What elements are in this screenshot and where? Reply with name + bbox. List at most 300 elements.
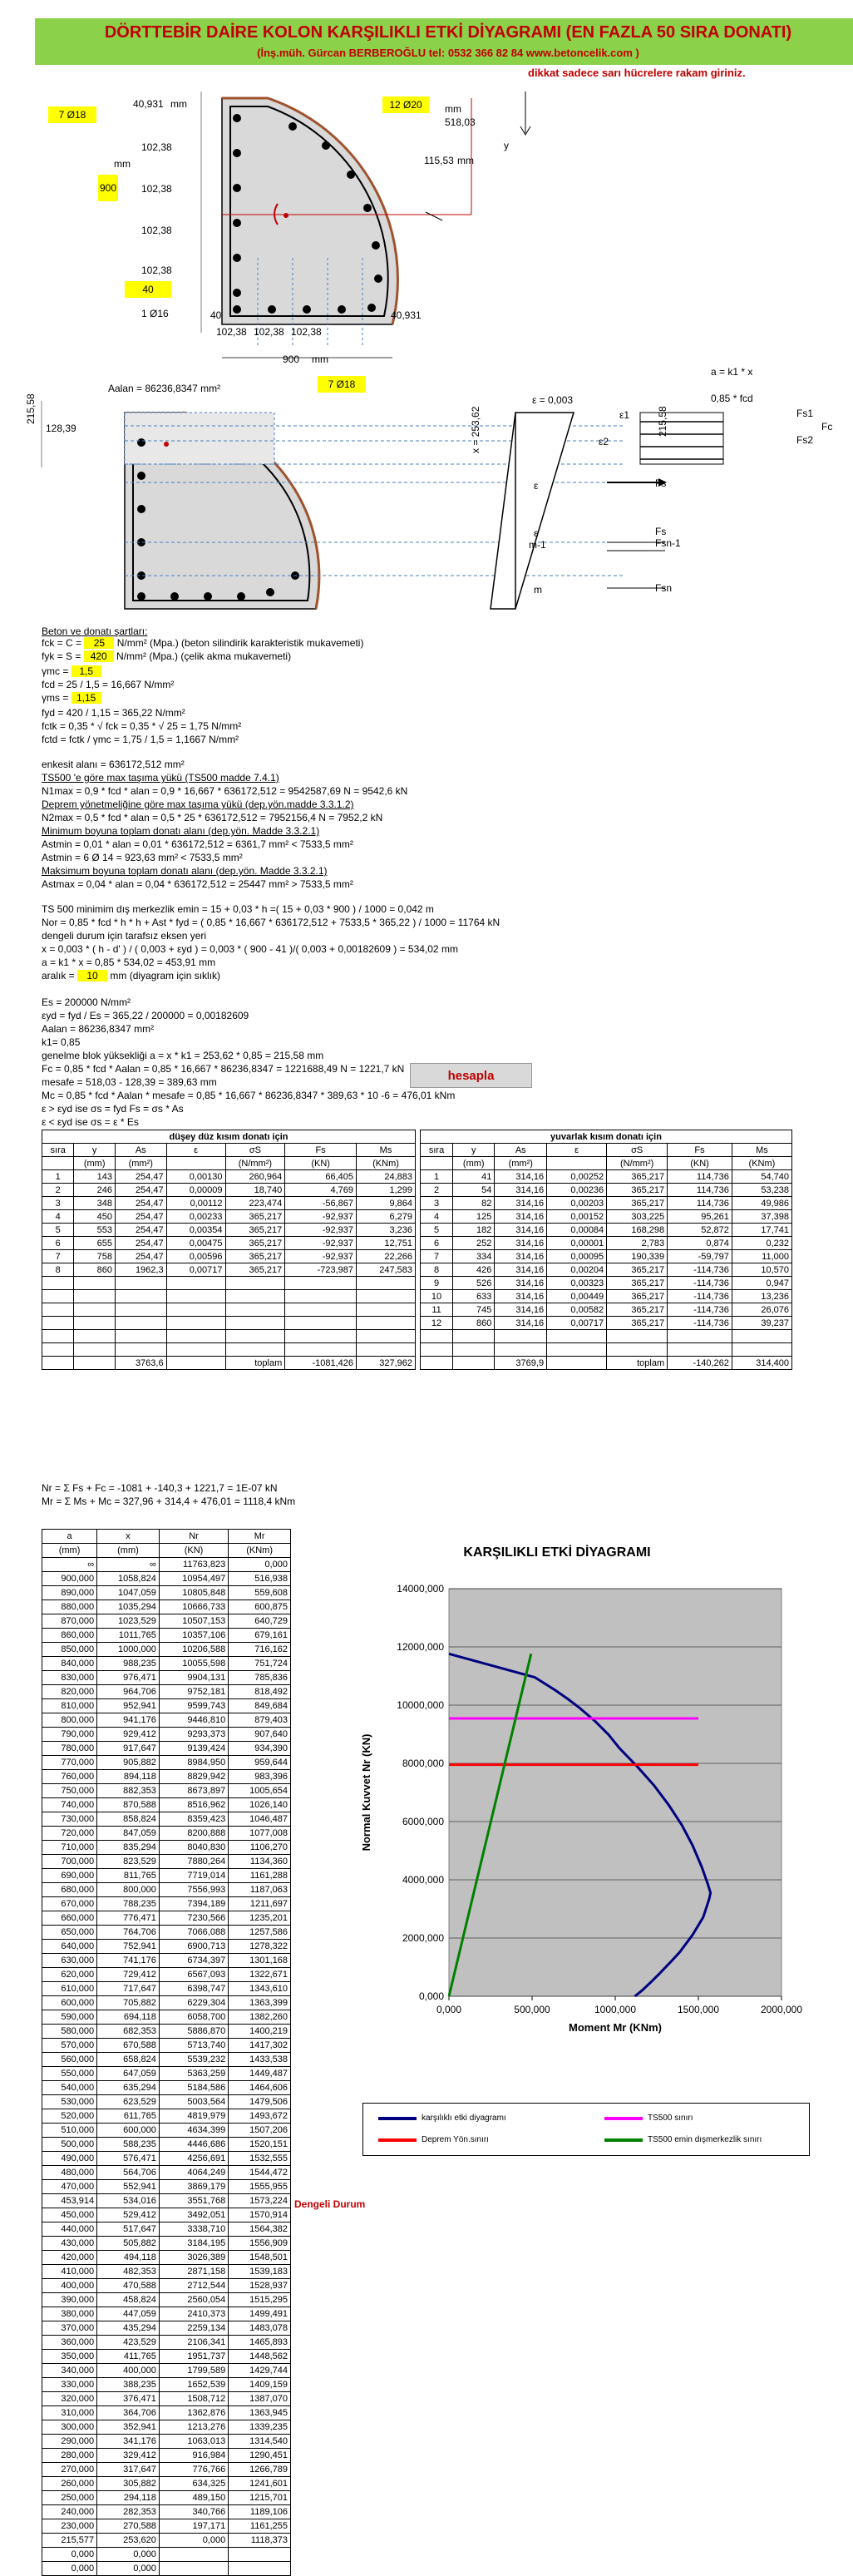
table-row — [42, 1614, 291, 1629]
table-cell: 2871,158 — [159, 2265, 228, 2279]
col-header: ε — [547, 1144, 607, 1157]
table-cell: 494,118 — [97, 2251, 160, 2265]
bars-left-input[interactable]: 7 Ø18 — [48, 106, 96, 123]
table-cell: 860 — [74, 1263, 116, 1277]
ts500-heading: TS500 'e göre max taşıma yükü (TS500 madde 7.4.1) — [42, 772, 279, 784]
table-row — [42, 2124, 291, 2138]
table-row — [421, 1290, 792, 1303]
table-cell: -92,937 — [285, 1210, 357, 1224]
table-cell: 6 — [42, 1237, 74, 1250]
table-cell: 2 — [421, 1184, 453, 1197]
table-row — [42, 2435, 291, 2449]
emin-row: TS 500 minimim dış merkezlik emin = 15 + 0,03 * h =( 15 + 0,03 * 900 ) / 1000 = 0,042 m — [42, 903, 434, 915]
warning-text: dikkat sadece sarı hücrelere rakam giriniz. — [528, 67, 746, 79]
header-banner — [35, 18, 853, 65]
table-cell: 752,941 — [97, 1940, 160, 1954]
table-row — [42, 1954, 291, 1968]
table-cell: 270,000 — [42, 2463, 97, 2477]
table-cell: 2,783 — [607, 1237, 668, 1250]
table-cell: 17,741 — [732, 1224, 791, 1237]
table-cell: 0,00596 — [166, 1250, 225, 1263]
table-cell: 751,724 — [229, 1657, 291, 1671]
table-cell: 1483,078 — [229, 2321, 291, 2336]
table-cell: 552,941 — [97, 2180, 160, 2194]
table-cell: 314,16 — [495, 1317, 547, 1330]
total-cell — [42, 1357, 74, 1370]
total-cell: 3763,6 — [115, 1357, 166, 1370]
total-cell: toplam — [225, 1357, 285, 1370]
table-cell: 850,000 — [42, 1643, 97, 1657]
table-cell — [225, 1290, 285, 1303]
table-cell: 10666,733 — [159, 1600, 228, 1614]
total-cell: 3769,9 — [495, 1357, 547, 1370]
asmin2-row: Astmin = 6 Ø 14 = 923,63 mm² < 7533,5 mm² — [42, 852, 243, 863]
table-cell: 505,882 — [97, 2237, 160, 2251]
table-cell: 365,217 — [225, 1250, 285, 1263]
table-cell: 0,00449 — [547, 1290, 607, 1303]
table-cell — [225, 1343, 285, 1357]
nr-sum-row: Nr = Σ Fs + Fc = -1081 + -140,3 + 1221,7 = 1E-07 kN — [42, 1482, 278, 1494]
spacing-4: 102,38 — [141, 265, 172, 276]
y-tick-label: 8000,000 — [402, 1758, 444, 1769]
table-cell: 458,824 — [97, 2293, 160, 2307]
table-cell: 694,118 — [97, 2010, 160, 2025]
table-row — [42, 1770, 291, 1784]
table-cell: 334 — [453, 1250, 495, 1263]
bars-bottom2-input[interactable]: 7 Ø18 — [318, 376, 366, 393]
table-row — [42, 2095, 291, 2109]
table-row — [42, 1210, 416, 1224]
table-cell: 8516,962 — [159, 1798, 228, 1812]
table-cell: 1479,506 — [229, 2095, 291, 2109]
interaction-chart — [349, 1564, 815, 2079]
dim-top: 40,931 — [133, 98, 164, 110]
table-cell: 1564,382 — [229, 2222, 291, 2237]
yms-row: γms = 1,15 — [42, 692, 101, 704]
table-cell: 890,000 — [42, 1586, 97, 1600]
table-cell: 114,736 — [668, 1184, 732, 1197]
dim-518-unit: mm — [445, 103, 461, 115]
table-row — [42, 2208, 291, 2222]
table-cell: 0,000 — [159, 2534, 228, 2548]
height-input[interactable]: 900 — [98, 175, 118, 201]
table-cell: 4256,691 — [159, 2152, 228, 2166]
table-cell: 710,000 — [42, 1841, 97, 1855]
table-cell: 7556,993 — [159, 1883, 228, 1897]
table-cell: 600,875 — [229, 1600, 291, 1614]
table-cell: 11763,823 — [159, 1558, 228, 1572]
page-title: DÖRTTEBİR DAİRE KOLON KARŞILIKLI ETKİ DİYAGRAMI (EN FAZLA 50 SIRA DONATI) — [104, 23, 792, 42]
table-cell: 1215,701 — [229, 2491, 291, 2505]
table-cell: 1544,472 — [229, 2166, 291, 2180]
col-unit: (KNm) — [357, 1157, 416, 1170]
table-cell: 1363,399 — [229, 1996, 291, 2010]
table-cell: ∞ — [42, 1558, 97, 1572]
table-cell: 800,000 — [97, 1883, 160, 1897]
fyd-row: fyd = 420 / 1,15 = 365,22 N/mm² — [42, 707, 185, 719]
table-row — [42, 2180, 291, 2194]
table-cell: 740,000 — [42, 1798, 97, 1812]
table-cell — [421, 1330, 453, 1343]
table-cell: 811,765 — [97, 1869, 160, 1883]
table-cell: 640,729 — [229, 1614, 291, 1629]
table-cell: 570,000 — [42, 2039, 97, 2053]
table-cell: 916,984 — [159, 2449, 228, 2463]
fc-label: Fc — [821, 421, 833, 433]
col-header: As — [495, 1144, 547, 1157]
table-cell: -56,867 — [285, 1197, 357, 1210]
spacing-2: 102,38 — [141, 183, 172, 195]
table-cell: 260,000 — [42, 2477, 97, 2491]
table-cell: 447,059 — [97, 2307, 160, 2321]
table-cell: 8 — [42, 1263, 74, 1277]
table-cell: 1322,671 — [229, 1968, 291, 1982]
table-cell — [166, 1317, 225, 1330]
bars-right-input[interactable]: 12 Ø20 — [382, 96, 429, 113]
total-cell: toplam — [607, 1357, 668, 1370]
table-cell: 716,162 — [229, 1643, 291, 1657]
table-cell: 0,00009 — [166, 1184, 225, 1197]
table-cell: 411,765 — [97, 2350, 160, 2364]
table-cell: 426 — [453, 1263, 495, 1277]
table-cell: 13,236 — [732, 1290, 791, 1303]
col-header: Nr — [159, 1530, 228, 1544]
table-cell: 600,000 — [97, 2124, 160, 2138]
table-cell: 9293,373 — [159, 1728, 228, 1742]
table-cell: 4 — [42, 1210, 74, 1224]
eps1-label: ε1 — [619, 409, 630, 421]
table-cell: 0,00236 — [547, 1184, 607, 1197]
table-cell: 215,577 — [42, 2534, 97, 2548]
table-cell: 6229,304 — [159, 1996, 228, 2010]
table-row — [42, 2449, 291, 2463]
table-cell: 143 — [74, 1170, 116, 1184]
table-cell: 182 — [453, 1224, 495, 1237]
table-cell: 1520,151 — [229, 2138, 291, 2152]
table-cell: 2712,544 — [159, 2279, 228, 2293]
table-cell: 1555,955 — [229, 2180, 291, 2194]
table-row — [42, 1224, 416, 1237]
table-row — [42, 2053, 291, 2067]
table-cell: 1515,295 — [229, 2293, 291, 2307]
table-cell: 365,217 — [607, 1303, 668, 1317]
table-row — [42, 2067, 291, 2081]
table-cell: 290,000 — [42, 2435, 97, 2449]
steel-left-header — [42, 1144, 416, 1157]
table-cell: 835,294 — [97, 1841, 160, 1855]
table-row — [42, 2378, 291, 2392]
table-row — [42, 1250, 416, 1263]
table-row — [42, 2138, 291, 2152]
col-header: Ms — [732, 1144, 791, 1157]
table-cell — [453, 1330, 495, 1343]
table-cell: 310,000 — [42, 2406, 97, 2420]
fcd-label: 0,85 * fcd — [711, 393, 753, 404]
cover-input[interactable]: 40 — [125, 281, 171, 298]
table-row — [42, 2321, 291, 2336]
table-cell: 294,118 — [97, 2491, 160, 2505]
legend-item-curve: karşılıklı etki diyagramı — [378, 2114, 506, 2123]
table-row — [42, 1685, 291, 1699]
table-cell: 0,947 — [732, 1277, 791, 1290]
table-cell: 1011,765 — [97, 1629, 160, 1643]
table-cell: 1409,159 — [229, 2378, 291, 2392]
table-cell — [421, 1343, 453, 1357]
table-cell — [357, 1343, 416, 1357]
table-cell: 1508,712 — [159, 2392, 228, 2406]
table-cell: 0,00717 — [166, 1263, 225, 1277]
hesapla-button[interactable]: hesapla — [410, 1063, 532, 1088]
table-cell: 320,000 — [42, 2392, 97, 2406]
aralik-input[interactable]: 10 — [77, 970, 107, 981]
table-cell: 82 — [453, 1197, 495, 1210]
fyk-input[interactable]: 420 — [84, 650, 114, 662]
table-cell: 0,000 — [97, 2562, 160, 2576]
table-cell: 658,824 — [97, 2053, 160, 2067]
table-row — [421, 1277, 792, 1290]
table-cell: 560,000 — [42, 2053, 97, 2067]
table-cell: 1026,140 — [229, 1798, 291, 1812]
table-cell: 49,986 — [732, 1197, 791, 1210]
table-cell: 741,176 — [97, 1954, 160, 1968]
table-cell: 9139,424 — [159, 1742, 228, 1756]
y-tick-label: 6000,000 — [402, 1816, 444, 1827]
table-cell: 390,000 — [42, 2293, 97, 2307]
y-tick-label: 2000,000 — [402, 1932, 444, 1944]
x-tick-label: 1000,000 — [594, 2004, 637, 2015]
table-cell: -114,736 — [668, 1317, 732, 1330]
table-row — [42, 1184, 416, 1197]
table-cell: 314,16 — [495, 1184, 547, 1197]
table-row — [42, 1926, 291, 1940]
table-row — [42, 2081, 291, 2095]
table-cell: 800,000 — [42, 1713, 97, 1728]
table-cell: 10,570 — [732, 1263, 791, 1277]
table-cell: 5184,586 — [159, 2081, 228, 2095]
yms-input[interactable]: 1,15 — [71, 692, 101, 704]
table-cell: 520,000 — [42, 2109, 97, 2124]
table-cell: 450,000 — [42, 2208, 97, 2222]
table-cell — [547, 1343, 607, 1357]
eps-row2-label: ε — [534, 527, 539, 539]
table-cell: 1266,789 — [229, 2463, 291, 2477]
table-row — [421, 1210, 792, 1224]
table-cell: 1 — [421, 1170, 453, 1184]
fs-label-2: Fs — [655, 526, 667, 537]
table-cell: 1187,063 — [229, 1883, 291, 1897]
table-cell: 623,529 — [97, 2095, 160, 2109]
table-cell: 6900,713 — [159, 1940, 228, 1954]
table-cell: 611,765 — [97, 2109, 160, 2124]
table-cell — [285, 1277, 357, 1290]
table-cell: 2259,134 — [159, 2321, 228, 2336]
table-cell: -59,797 — [668, 1250, 732, 1263]
table-row — [42, 2463, 291, 2477]
table-cell: 470,588 — [97, 2279, 160, 2293]
col-header: y — [74, 1144, 116, 1157]
table-cell — [229, 2548, 291, 2562]
table-cell: 530,000 — [42, 2095, 97, 2109]
table-cell — [607, 1343, 668, 1357]
legend-item-ts500: TS500 sınırı — [604, 2114, 693, 2123]
table-cell: 9904,131 — [159, 1671, 228, 1685]
y-tick-label: 14000,000 — [397, 1583, 444, 1595]
table-cell: 9,864 — [357, 1197, 416, 1210]
interaction-header — [42, 1530, 291, 1544]
table-row — [42, 1317, 416, 1330]
table-cell: 9752,181 — [159, 1685, 228, 1699]
area-label: Aalan = 86236,8347 mm² — [108, 383, 221, 394]
table-cell: 1 — [42, 1170, 74, 1184]
table-row — [42, 1170, 416, 1184]
table-row — [42, 1996, 291, 2010]
col-unit: (mm) — [74, 1157, 116, 1170]
table-cell: -92,937 — [285, 1237, 357, 1250]
y-axis-label: y — [504, 140, 509, 151]
table-cell — [607, 1330, 668, 1343]
fc-row: Fc = 0,85 * fcd * Aalan = 0,85 * 16,667 * 86236,8347 = 1221688,49 N = 1221,7 kN — [42, 1063, 405, 1075]
y-tick-label: 10000,000 — [397, 1699, 444, 1711]
fcd-row: fcd = 25 / 1,5 = 16,667 N/mm² — [42, 679, 175, 690]
table-cell: 858,824 — [97, 1812, 160, 1827]
table-cell: 114,736 — [668, 1197, 732, 1210]
balanced-label: Dengeli Durum — [294, 2198, 366, 2210]
rule2-row: ε < εyd ise σs = ε * Es — [42, 1116, 139, 1128]
total-cell — [547, 1357, 607, 1370]
table-cell: -92,937 — [285, 1224, 357, 1237]
interaction-table — [42, 1529, 291, 2576]
spacing-b2: 102,38 — [254, 326, 284, 338]
table-cell: 0,000 — [229, 1558, 291, 1572]
table-cell: 1556,909 — [229, 2237, 291, 2251]
table-cell — [74, 1330, 116, 1343]
table-cell: 1211,697 — [229, 1897, 291, 1911]
table-cell: 1000,000 — [97, 1643, 160, 1657]
table-cell — [285, 1330, 357, 1343]
table-cell: 352,941 — [97, 2420, 160, 2435]
table-cell: 500,000 — [42, 2138, 97, 2152]
table-cell: 0,000 — [97, 2548, 160, 2562]
fck-input[interactable]: 25 — [84, 637, 114, 649]
table-cell: 880,000 — [42, 1600, 97, 1614]
table-row — [42, 1277, 416, 1290]
table-cell: 900,000 — [42, 1572, 97, 1586]
table-cell: 314,16 — [495, 1197, 547, 1210]
col-header: σS — [607, 1144, 668, 1157]
table-cell: 655 — [74, 1237, 116, 1250]
table-cell: 1035,294 — [97, 1600, 160, 1614]
table-cell: 1464,606 — [229, 2081, 291, 2095]
table-cell: 820,000 — [42, 1685, 97, 1699]
table-cell: 894,118 — [97, 1770, 160, 1784]
col-unit — [547, 1157, 607, 1170]
table-cell: 340,000 — [42, 2364, 97, 2378]
table-cell: 364,706 — [97, 2406, 160, 2420]
table-cell: 1301,168 — [229, 1954, 291, 1968]
table-cell: 360,000 — [42, 2336, 97, 2350]
xcalc-row: x = 0,003 * ( h - d' ) / ( 0,003 + εyd ) = 0,003 * ( 900 - 41 )/( 0,003 + 0,00182609 ) = 534,02 mm — [42, 943, 458, 955]
table-cell: 0,00233 — [166, 1210, 225, 1224]
table-cell: 10954,497 — [159, 1572, 228, 1586]
table-cell: 670,000 — [42, 1897, 97, 1911]
col-header: σS — [225, 1144, 285, 1157]
table-cell — [285, 1290, 357, 1303]
table-cell: 2560,054 — [159, 2293, 228, 2307]
table-cell: 6734,397 — [159, 1954, 228, 1968]
dim-unit: mm — [170, 98, 187, 110]
table-row — [42, 1883, 291, 1897]
asmax-row: Astmax = 0,04 * alan = 0,04 * 636172,512 = 25447 mm² > 7533,5 mm² — [42, 878, 353, 890]
table-cell: 2410,373 — [159, 2307, 228, 2321]
table-cell: 314,16 — [495, 1290, 547, 1303]
table-cell: 9446,810 — [159, 1713, 228, 1728]
table-cell: 0,00203 — [547, 1197, 607, 1210]
spacing-b3: 102,38 — [291, 326, 322, 338]
table-row — [42, 1303, 416, 1317]
table-cell: 254,47 — [115, 1237, 166, 1250]
nor-row: Nor = 0,85 * fcd * h * h + Ast * fyd = ( 0,85 * 16,667 * 636172,512 + 7533,5 * 365,22 ) / 1000 = 11764 kN — [42, 917, 500, 928]
total-cell: -1081,426 — [285, 1357, 357, 1370]
dim-128: 128,39 — [46, 423, 76, 434]
col-unit: (mm²) — [115, 1157, 166, 1170]
table-cell: 764,706 — [97, 1926, 160, 1940]
table-cell: 847,059 — [97, 1827, 160, 1841]
col-unit: (KN) — [159, 1544, 228, 1558]
table-cell: 952,941 — [97, 1699, 160, 1713]
table-cell: 647,059 — [97, 2067, 160, 2081]
table-cell: 329,412 — [97, 2449, 160, 2463]
table-cell: 1449,487 — [229, 2067, 291, 2081]
table-cell: 1363,945 — [229, 2406, 291, 2420]
table-cell: 934,390 — [229, 1742, 291, 1756]
table-row — [42, 1263, 416, 1277]
table-cell: 12 — [421, 1317, 453, 1330]
table-row — [42, 2336, 291, 2350]
table-cell: 5539,232 — [159, 2053, 228, 2067]
col-header: sıra — [42, 1144, 74, 1157]
table-cell: 823,529 — [97, 1855, 160, 1869]
col-header: Ms — [357, 1144, 416, 1157]
dim-40-b: 40 — [210, 309, 222, 321]
table-cell — [42, 1330, 74, 1343]
dim-215: 215,58 — [25, 393, 37, 424]
asmin1-row: Astmin = 0,01 * alan = 0,01 * 636172,512 = 6361,7 mm² < 7533,5 mm² — [42, 838, 353, 850]
table-cell: 1235,201 — [229, 1911, 291, 1926]
table-cell: 365,217 — [225, 1263, 285, 1277]
table-cell: 7 — [421, 1250, 453, 1263]
table-cell: 317,647 — [97, 2463, 160, 2477]
fsn-label: Fsn — [655, 582, 673, 594]
fctd-row: fctd = fctk / γmc = 1,75 / 1,5 = 1,1667 N/mm² — [42, 734, 239, 745]
table-cell: 0,00001 — [547, 1237, 607, 1250]
table-cell: 314,16 — [495, 1303, 547, 1317]
steel-right-table — [420, 1130, 792, 1370]
table-cell: 0,874 — [668, 1237, 732, 1250]
table-cell: 705,882 — [97, 1996, 160, 2010]
ymc-input[interactable]: 1,5 — [71, 665, 101, 677]
table-cell — [357, 1317, 416, 1330]
table-cell: 388,235 — [97, 2378, 160, 2392]
dim-40931-b: 40,931 — [391, 309, 422, 321]
table-cell: 550,000 — [42, 2067, 97, 2081]
table-cell: 1962,3 — [115, 1263, 166, 1277]
table-row — [42, 2251, 291, 2265]
table-cell: 1257,586 — [229, 1926, 291, 1940]
fs-label: Fs — [655, 477, 667, 489]
table-cell: 849,684 — [229, 1699, 291, 1713]
col-header: Fs — [285, 1144, 357, 1157]
table-cell: 260,964 — [225, 1170, 285, 1184]
